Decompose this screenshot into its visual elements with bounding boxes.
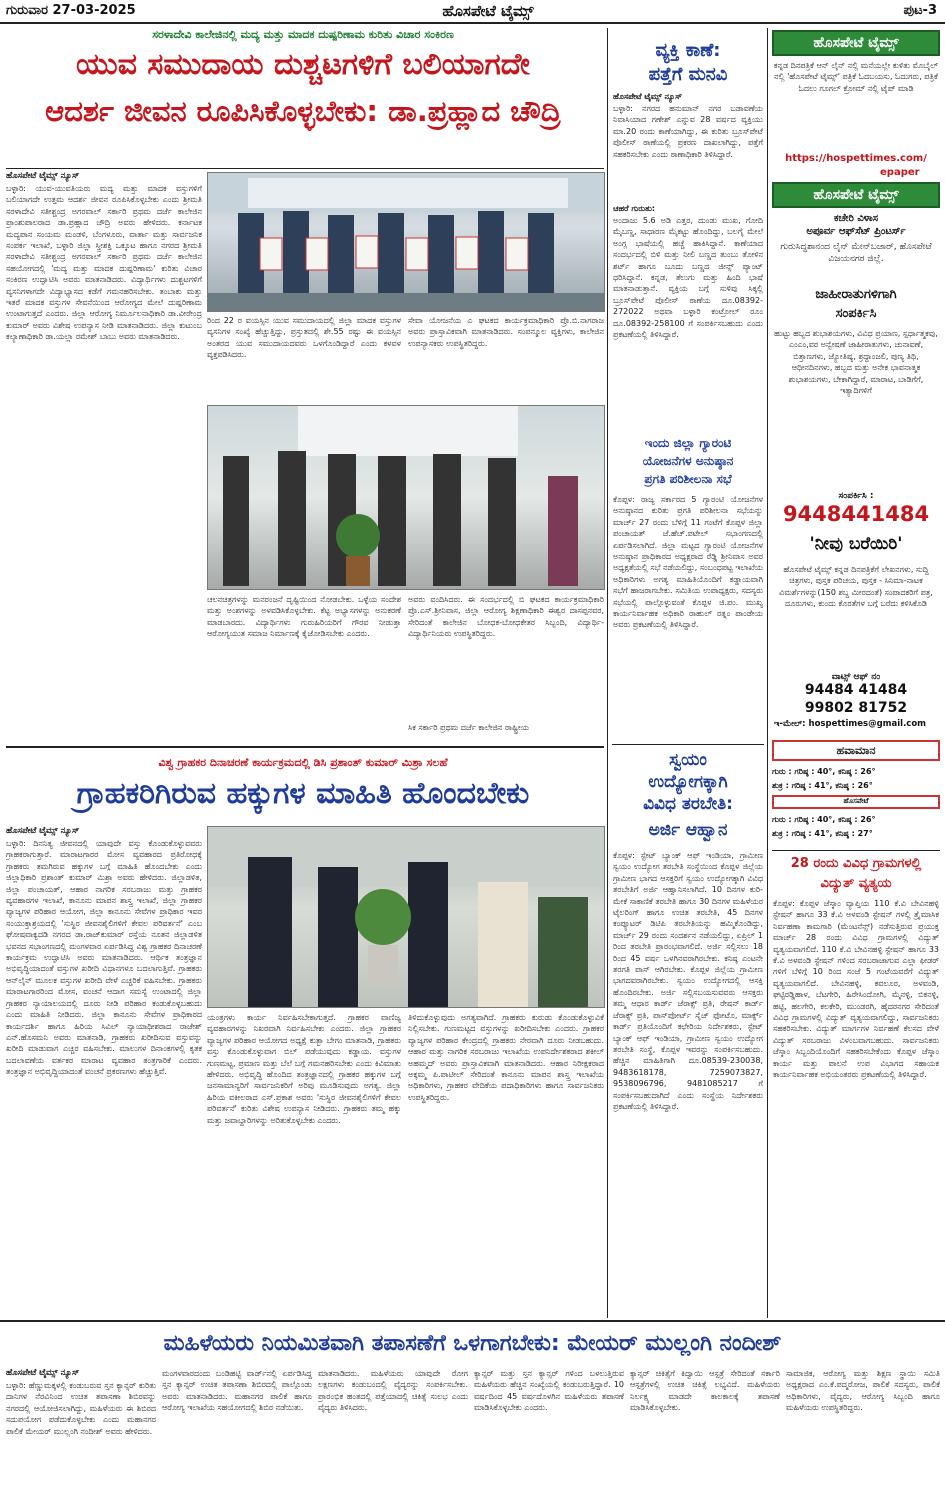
weather-row-3: ಗುರು : ಗರಿಷ್ಠ : 40°, ಕನಿಷ್ಠ : 26° (772, 815, 876, 824)
guarantee-headline-3: ಪ್ರಗತಿ ಪರಿಶೀಲನಾ ಸಭೆ (644, 472, 732, 486)
power-body: ಕೊಪ್ಪಳ: ಕೊಪ್ಪಳ ಜೆಸ್ಕಾಂ ವ್ಯಾಪ್ತಿಯ 110 ಕೆ.ವಿ ಬೇವಿನಹಳ್ಳಿ ಸ್ಟೇಷನ್ ಹಾಗೂ 33 ಕೆ.ವಿ ಅಳವಂಡಿ ಸ್ಟೇಷನ್ ಗಳಲ್ಲಿ ತ್ರೈಮಾಸಿಕ ನಿರ್ವಹಣಾ ಕಾಮಗಾರಿ (ಮೆಂಟನೆನ್ಸ್) ನಡೆಸುತ್ತಿರುವ ಪ್ರಯುಕ್ತ ಮಾರ್ಚ್ 28 ರಂದು ವಿವಿಧ ಗ್ರಾಮಗಳಲ್ಲಿ ವಿದ್ಯುತ್ ವ್ಯತ್ಯಯವಾಗಲಿದೆ. 110 ಕೆ.ವಿ ಬೇವಿನಹಳ್ಳಿ ಸ್ಟೇಷನ್ ಹಾಗೂ 33 ಕೆ.ವಿ ಅಳವಂಡಿ ಸ್ಟೇಷನ್ ಗಳಿಂದ ಸರಬರಾಜಾಗುವ ಎಲ್ಲಾ ಫೀಡರ್ ಗಳಿಗೆ ಬೆಳಿಗ್ಗೆ 10 ರಿಂದ ಸಂಜೆ 5 ಗಂಟೆಯವರೆಗೆ ವಿದ್ಯುತ್ ವ್ಯತ್ಯಯವಾಗಲಿದೆ. ಬೇವಿನಹಳ್ಳಿ, ಕವಲೂರ, ಅಳವಂಡಿ, ಘಟ್ಟಿರಡ್ಡಿಹಾಳ, ಬೆಟಗೇರಿ, ಹಿರೇಸಿಂದೋಗಿ, ಮೈನಳ್ಳಿ, ಬಿಕನಳ್ಳಿ, ಹಟ್ಟಿ, ಹಲಗೇರಿ, ಕಲಕೇರಿ, ಮುಂಡರಗಿ, ಹೈದರನಗರ ಸೇರಿದಂತೆ ವಿವಿಧ ಗ್ರಾಮಗಳಲ್ಲಿ ವಿದ್ಯುತ್ ವ್ಯತ್ಯಯವಾಗಲಿದ್ದು, ಸಾರ್ವಜನಿಕರು ಸಹಕರಿಸಬೇಕು. ವಿದ್ಯುತ್ ಮಾರ್ಗಗಳ ನಿರ್ವಹಣೆ ಕೆಲಸದ ವೇಳೆ ವಿದ್ಯುತ್ ಸರಬರಾಜು ವಿಳಂಬವಾಗಬಹುದು. ಸಾರ್ವಜನಿಕರು ಜೆಸ್ಕಾಂ ಸಿಬ್ಬಂದಿಯೊಂದಿಗೆ ಸಹಕರಿಸಬೇಕೆಂದು ಕೊಪ್ಪಳ ಜೆಸ್ಕಾಂ ಕಾರ್ಯ ಮತ್ತು ಪಾಲನೆ ಉಪ ವಿಭಾಗದ ಸಹಾಯಕ ಕಾರ್ಯನಿರ್ವಾಹಕ ಅಭಿಯಂತರರು ಪ್ರಕಟಣೆಯಲ್ಲಿ ತಿಳಿಸಿದ್ದಾರೆ. (773, 899, 939, 1080)
missing-headline-2: ಪತ್ತೆಗೆ ಮನವಿ (648, 64, 728, 85)
story1-photo-2 (207, 405, 605, 590)
story1-headline-2: ಆದರ್ಶ ಜೀವನ ರೂಪಿಸಿಕೊಳ್ಳಬೇಕು: ಡಾ.ಪ್ರಹ್ಲಾದ ಚೌದ್ರಿ (45, 94, 561, 128)
masthead-page: ಪುಟ-3 (903, 3, 937, 18)
story2-byline: ಹೊಸಪೇಟೆ ಟೈಮ್ಸ್ ನ್ಯೂಸ್ (6, 826, 80, 836)
story3-rule (0, 1320, 945, 1322)
weather-sub: ಹೊಸಪೇಟೆ (772, 795, 940, 809)
sidebar-promo: ಕನ್ನಡ ದಿನಪತ್ರಿಕೆ ಆನ್ ಲೈನ್ ನಲ್ಲಿ ಮನೆಯಲ್ಲೇ ಕುಳಿತು ಮೊಬೈಲ್ ನಲ್ಲಿ 'ಹೊಸಪೇಟೆ ಟೈಮ್ಸ್' ಪತ್ರಿಕೆ ಓದಬಯಸು, ಓದುಗರು, ಪತ್ರಿಕೆ ಓದಲು ಗೂಗಲ್ ಕ್ರೋಮ್ ನಲ್ಲಿ ಟೈಪ್ ಮಾಡಿ (773, 61, 939, 93)
story1-kicker: ಸರಳಾದೇವಿ ಕಾಲೇಜಿನಲ್ಲಿ ಮದ್ಯ ಮತ್ತು ಮಾದಕ ದುಷ್ಪರಿಣಾಮ ಕುರಿತು ವಿಚಾರ ಸಂಕಿರಣ (152, 28, 454, 41)
power-headline-1: 28 ರಂದು ವಿವಿಧ ಗ್ರಾಮಗಳಲ್ಲಿ (790, 856, 922, 871)
training-headline-4: ಅರ್ಜಿ ಆಹ್ವಾನ (648, 820, 728, 840)
training-body: ಕೊಪ್ಪಳ: ಸ್ಟೇಟ್ ಬ್ಯಾಂಕ್ ಆಫ್ ಇಂಡಿಯಾ, ಗ್ರಾಮೀಣ ಸ್ವಯಂ ಉದ್ಯೋಗ ತರಬೇತಿ ಸಂಸ್ಥೆಯಿಂದ ಕೊಪ್ಪಳ ಜಿಲ್ಲೆಯ ಗ್ರಾಮೀಣ ಭಾಗದ ಆಸಕ್ತರಿಗೆ ಸ್ವಯಂ ಉದ್ಯೋಗಕ್ಕಾಗಿ ವಿವಿಧ ತರಬೇತಿಗೆ ಅರ್ಜಿ ಆಹ್ವಾನಿಸಲಾಗಿದೆ. 10 ದಿನಗಳ ಕುರಿ-ಮೇಕೆ ಸಾಕಾಣಿಕೆ ತರಬೇತಿ ಹಾಗೂ 30 ದಿನಗಳ ಮಹಿಳೆಯರ ಟೈಲರಿಂಗ್ ಹಾಗೂ ಉಚಿತ ತರಬೇತಿ, 45 ದಿನಗಳ ಕಂಪ್ಯೂಟರ್ ಡಿಟಿಪಿ ತರಬೇತಿಯನ್ನು ಹಮ್ಮಿಕೊಂಡಿದ್ದು, ಮಾರ್ಚ್ 29 ರಂದು ಸಂದರ್ಶನ ನಡೆಯಲಿದ್ದು, ಏಪ್ರಿಲ್ 1 ರಿಂದ ತರಬೇತಿ ಪ್ರಾರಂಭವಾಗಲಿದೆ. ಅರ್ಜಿ ಸಲ್ಲಿಸಲು 18 ರಿಂದ 45 ವರ್ಷ ಒಳಗಿನವರಾಗಿರಬೇಕು. ಕನಿಷ್ಠ ಎಂಟನೇ ತರಗತಿ ಪಾಸ್ ಆಗಿರಬೇಕು. ಕೊಪ್ಪಳ ಜಿಲ್ಲೆಯ ಗ್ರಾಮೀಣ ಭಾಗದವರಾಗಿರಬೇಕು. ಸ್ವಯಂ ಉದ್ಯೋಗದಲ್ಲಿ ಆಸಕ್ತಿ ಹೊಂದಿರಬೇಕು. ಅರ್ಜಿ ಸಲ್ಲಿಸಬಯಸುವವರು ಆಸಕ್ತರು ತಮ್ಮ ಆಧಾರ ಕಾರ್ಡ್ ಜೆರಾಕ್ಸ್ ಪ್ರತಿ, ರೇಷನ್ ಕಾರ್ಡ್ ಜೆರಾಕ್ಸ್ ಪ್ರತಿ, ಪಾಸ್‌ಪೋರ್ಟ್ ಸೈಜ್ ಫೋಟೊ, ಮಾರ್ಕ್ಸ್ ಕಾರ್ಡ್ ಪ್ರತಿಯೊಂದಿಗೆ ಕಛೇರಿಯ ನಿರ್ದೇಶಕರು, ಸ್ಟೇಟ್ ಬ್ಯಾಂಕ್ ಆಫ್ ಇಂಡಿಯಾ, ಗ್ರಾಮೀಣ ಸ್ವಯಂ ಉದ್ಯೋಗ ತರಬೇತಿ ಸಂಸ್ಥೆ, ಕೊಪ್ಪಳ ಇವರನ್ನು ಸಂಪರ್ಕಿಸಬಹುದು. ಹೆಚ್ಚಿನ ಮಾಹಿತಿಗಾಗಿ ದೂ.08539-230038, 9483618178, 7259073827, 9538096796, 9481085217 ಗೆ ಸಂಪರ್ಕಿಸಬಹುದಾಗಿದೆ ಎಂದು ಸಂಸ್ಥೆಯ ನಿರ್ದೇಶಕರು ಪ್ರಕಟಣೆಯಲ್ಲಿ ತಿಳಿಸಿದ್ದಾರೆ. (613, 851, 763, 1111)
story2-headline: ಗ್ರಾಹಕರಿಗಿರುವ ಹಕ್ಕುಗಳ ಮಾಹಿತಿ ಹೊಂದಬೇಕು (76, 776, 530, 811)
sidebar-ad-heading-1: ಜಾಹೀರಾತುಗಳಿಗಾಗಿ (815, 287, 897, 302)
story1-headline-1: ಯುವ ಸಮುದಾಯ ದುಶ್ಚಟಗಳಿಗೆ ಬಲಿಯಾಗದೇ (76, 47, 530, 82)
story2-kicker: ವಿಶ್ವ ಗ್ರಾಹಕರ ದಿನಾಚರಣೆ ಕಾರ್ಯಕ್ರಮದಲ್ಲಿ ಡಿಸಿ ಪ್ರಶಾಂತ್ ಕುಮಾರ್ ಮಿಶ್ರಾ ಸಲಹೆ (158, 756, 448, 769)
sidebar-whatsapp: ವಾಟ್ಸ್ ಆಫ್ ನಂ (831, 672, 881, 682)
sidebar-phone-3: 99802 81752 (804, 700, 908, 716)
story1-photo-1 (207, 172, 605, 312)
story1-col2b: ಚಲನಚಿತ್ರಗಳನ್ನು ಮನರಂಜನೆ ದೃಷ್ಟಿಯಿಂದ ನೋಡಬೇಕು. ಒಳ್ಳೆಯ ಸಂದೇಶ ಮತ್ತು ಅಂಶಗಳನ್ನು ಅಳವಡಿಸಿಕೊಳ್ಳಬೇಕು. ಕೆಟ್ಟ ಅಭ್ಯಾಸಗಳನ್ನು ಅನುಕರಣೆ ಮಾಡಬಾರದು. ವಿದ್ಯಾರ್ಥಿಗಳು ಗುರುಹಿರಿಯರಿಗೆ ಗೌರವ ನೀಡುತ್ತಾ ಆರೋಗ್ಯಯುತ ಸಮಾಜ ನಿರ್ಮಾಣಕ್ಕೆ ಕೈಜೋಡಿಸಬೇಕು ಎಂದರು. (207, 595, 401, 639)
masthead (0, 0, 945, 22)
sidebar-url-2: epaper (880, 167, 920, 178)
consumer-day-graphic (208, 827, 605, 1008)
guarantee-headline-2: ಯೋಜನೆಗಳ ಅನುಷ್ಠಾನ (642, 454, 734, 468)
sidebar-logo-2 (772, 182, 940, 208)
story3-headline: ಮಹಿಳೆಯರು ನಿಯಮಿತವಾಗಿ ತಪಾಸಣೆಗೆ ಒಳಗಾಗಬೇಕು: ಮೇಯರ್ ಮುಲ್ಲಂಗಿ ನಂದೀಶ್ (163, 1331, 782, 1356)
sidebar-printer: ಅಪೂರ್ವ ಆಫ್‌ಸೆಟ್ ಪ್ರಿಂಟರ್ಸ್ (806, 226, 906, 237)
event-photo-graphic (208, 173, 605, 312)
story3-col2: ಮಂಗಳವಾರದಂದು ಬಂಡಿಹಟ್ಟಿ ವಾರ್ಡ್‌ನಲ್ಲಿ ಏರ್ಪಡಿಸಿದ್ದ ಸ್ತನ ಕ್ಯಾನ್ಸರ್ ಉಚಿತ ತಪಾಸಣಾ ಶಿಬಿರದಲ್ಲಿ ಪಾಲ್ಗೊಂಡು ಅವರು ಮಾತನಾಡಿದರು. ಮಹಾನಗರ ಪಾಲಿಕೆ ಹಾಗೂ ಆರೋಗ್ಯ ಇಲಾಖೆಯ ಸಹಯೋಗದಲ್ಲಿ ಶಿಬಿರ ನಡೆಯಿತು. (162, 1369, 312, 1413)
story1-col1: ಬಳ್ಳಾರಿ: ಯುವ-ಯುವತಿಯರು ಮದ್ಯ ಮತ್ತು ಮಾದಕ ವಸ್ತುಗಳಿಗೆ ಬಲಿಯಾಗದೇ ಉತ್ತಮ ಆದರ್ಶ ಜೀವನ ರೂಪಿಸಿಕೊಳ್ಳಬೇಕು ಎಂದು ಶ್ರೀಮತಿ ಸರಳಾದೇವಿ ಸತೀಶ್ಚಂದ್ರ ಅಗರವಾಲ್ ಸರ್ಕಾರಿ ಪ್ರಥಮ ದರ್ಜೆ ಕಾಲೇಜಿನ ಪ್ರಾಂಶುಪಾಲರಾದ ಡಾ.ಪ್ರಹ್ಲಾದ ಚೌದ್ರಿ ಅವರು ಹೇಳಿದರು. ಕರ್ನಾಟಕ ಮದ್ಯಪಾನ ಸಂಯಮ ಮಂಡಳಿ, ಬೆಂಗಳೂರು, ವಾರ್ತಾ ಮತ್ತು ಸಾರ್ವಜನಿಕ ಸಂಪರ್ಕ ಇಲಾಖೆ, ಬಳ್ಳಾರಿ ಜಿಲ್ಲಾ ಸ್ತ್ರೀಶಕ್ತಿ ಒಕ್ಕೂಟ ಹಾಗೂ ನಗರದ ಶ್ರೀಮತಿ ಸರಳಾದೇವಿ ಸತೀಶ್ಚಂದ್ರ ಅಗರವಾಲ್ ಸರ್ಕಾರಿ ಪ್ರಥಮ ದರ್ಜೆ ಕಾಲೇಜಿನ ಸಹಯೋಗದಲ್ಲಿ 'ಮದ್ಯ ಮತ್ತು ಮಾದಕ ದುಷ್ಪರಿಣಾಮ' ಕುರಿತು ವಿಚಾರ ಸಂಕಿರಣ ಉದ್ಘಾಟಿಸಿ ಅವರು ಮಾತನಾಡಿದರು. ವಿದ್ಯಾರ್ಥಿಗಳು ದುಶ್ಚಟಗಳಿಗೆ ವ್ಯಸನಿಗಳಾಗದೇ ವಿದ್ಯಾಭ್ಯಾಸದ ಕಡೆಗೆ ಗಮನಹರಿಸಬೇಕು. ತಂಬಾಕು ಮತ್ತು ಇತರೆ ಮಾದಕ ವಸ್ತುಗಳ ಸೇವನೆಯಿಂದ ಆರೋಗ್ಯದ ಮೇಲೆ ದುಷ್ಪರಿಣಾಮ ಉಂಟಾಗುತ್ತದೆ ಎಂದರು. ಜಿಲ್ಲಾ ಆರೋಗ್ಯ ನಿರ್ಮೂಲನಾಧಿಕಾರಿ ಡಾ.ವೀರೇಂದ್ರ ಕುಮಾರ್ ಅವರು ವಿಶೇಷ ಉಪನ್ಯಾಸ ನೀಡಿ ಮಾತನಾಡಿದರು. ಜಿಲ್ಲಾ ಕುಟುಂಬ ಕಲ್ಯಾಣಾಧಿಕಾರಿ ಡಾ.ಯಲ್ಲಾ ರಮೇಶ್ ಬಾಬು ಅವರು ಮಾತನಾಡಿದರು. (6, 184, 202, 342)
training-headline-1: ಸ್ವಯಂ (669, 750, 707, 770)
story2-photo (207, 826, 605, 1008)
training-headline-3: ವಿವಿಧ ತರಬೇತಿ: (643, 794, 733, 814)
sidebar-logo-1-text: ಹೊಸಪೇಟೆ ಟೈಮ್ಸ್ (813, 35, 899, 51)
story1-col2: ರಿಂದ 22 ರ ವಯಸ್ಸಿನ ಯುವ ಸಮುದಾಯದಲ್ಲಿ ಜಿಲ್ಲಾ ಮಾದಕ ವಸ್ತುಗಳ ವ್ಯಸನಿಗಳ ಸಂಖ್ಯೆ ಹೆಚ್ಚುತ್ತಿದ್ದು, ಪ್ರಸ್ತುತದಲ್ಲಿ ಶೇ.55 ರಷ್ಟು ಈ ವಯಸ್ಸಿನ ಅಂತರದ ಯುವ ಸಮುದಾಯದವರು ಒಳಗೊಂಡಿದ್ದಾರೆ ಎಂದು ಕಳವಳ ವ್ಯಕ್ತಪಡಿಸಿದರು. (207, 316, 401, 360)
weather-row-4: ಶುಕ್ರ : ಗರಿಷ್ಠ : 41°, ಕನಿಷ್ಠ : 27° (772, 829, 873, 838)
masthead-name: ಹೊಸಪೇಟೆ ಟೈಮ್ಸ್ (442, 2, 534, 20)
sidebar-banner: 'ನೀವು ಬರೆಯಿರಿ' (809, 534, 903, 554)
story3-col1: ಬಳ್ಳಾರಿ: ಹೆಣ್ಣುಮಕ್ಕಳಲ್ಲಿ ಕಂಡುಬರುವ ಸ್ತನ ಕ್ಯಾನ್ಸರ್ ಕುರಿತು ದಾನಿಗಳ ನೆರವಿನಿಂದ ಉಚಿತ ತಪಾಸಣಾ ಶಿಬಿರವನ್ನು ನಗರದಲ್ಲಿ ಆಯೋಜಿಸಲಾಗಿದ್ದು, ಮಹಿಳೆಯರು ಈ ಶಿಬಿರದ ಸದುಪಯೋಗ ಪಡೆದುಕೊಳ್ಳಬೇಕು ಎಂದು ಮಹಾನಗರ ಪಾಲಿಕೆ ಮೇಯರ್ ಮುಲ್ಲಂಗಿ ನಂದೀಶ್ ಅವರು ಹೇಳಿದರು. (6, 1381, 156, 1436)
story1-col3: ಸೇವಾ ಯೋಜನೆಯ ಎ ಘಟಕದ ಕಾರ್ಯಕ್ರಮಾಧಿಕಾರಿ ಪ್ರೊ.ಬಿ.ನಾಗರಾಜ ಅವರು ಪ್ರಾಸ್ತಾವಿಕವಾಗಿ ಮಾತನಾಡಿದರು. ಸಂಪನ್ಮೂಲ ವ್ಯಕ್ತಿಗಳು, ಕಾಲೇಜಿನ ಉಪನ್ಯಾಸಕರು ಉಪಸ್ಥಿತರಿದ್ದರು. (408, 316, 604, 348)
sidebar-ad-list: ಹುಟ್ಟು ಹಬ್ಬದ ಶುಭಾಶಯಗಳು, ವಿವಿಧ ಪ್ರಯಾಣ, ಸ್ಪರ್ಧಾತ್ಮಕವು, ಎಂಎಂ,ವರ ಅನ್ವೇಷಣೆ ಜಾಹೀರಾತುಗಳು, ಚುನಾವಣೆ, ಬಿತ್ತಾಣಗಳು, ಜ್ಯೋತಿಷ್ಯ, ಶ್ರದ್ಧಾಂಜಲಿ, ಪುಣ್ಯ ತಿಥಿ, ಆಧೀನದಿನಗಳು, ಹಬ್ಬದ ಮತ್ತು ಅನೇಕ ಭಾವನಾತ್ಮಕ ಶುಭಾಶಯಗಳು, ಬೇಕಾಗಿದ್ದಾರೆ, ಮಾರಾಟ, ಬಾಡಿಗೆಗೆ, ಇತ್ಯಾದಿಗಳಿಗೆ (774, 329, 938, 396)
column-rule-1 (607, 28, 608, 1318)
right-divider (612, 744, 764, 745)
weather-title: ಹವಾಮಾನ (772, 740, 940, 761)
missing-byline: ಹೊಸಪೇಟೆ ಟೈಮ್ಸ್ ನ್ಯೂಸ್ (613, 92, 682, 101)
story3-byline: ಹೊಸಪೇಟೆ ಟೈಮ್ಸ್ ನ್ಯೂಸ್ (6, 1368, 80, 1378)
story1-byline: ಹೊಸಪೇಟೆ ಟೈಮ್ಸ್ ನ್ಯೂಸ್ (6, 171, 80, 181)
missing-sub: ಚಹರೆ ಗುರುತು: (613, 204, 655, 213)
story3-col5: ಕ್ಯಾನ್ಸರ್ ಚಿಕಿತ್ಸೆಗೆ ಕಿದ್ವಾಯಿ ಆಸ್ಪತ್ರೆ ಸೇರಿದಂತೆ ಸರ್ಕಾರಿ ಆಸ್ಪತ್ರೆಗಳಲ್ಲಿ ಉಚಿತ ಚಿಕಿತ್ಸೆ ಲಭ್ಯವಿದೆ. ಮಹಿಳೆಯರು ನಿರ್ಲಕ್ಷ್ಯ ಮಾಡದೇ ಕಾಲಕಾಲಕ್ಕೆ ತಪಾಸಣೆ ಮಾಡಿಸಿಕೊಳ್ಳಬೇಕು. (630, 1369, 780, 1413)
power-headline-2: ವಿದ್ಯುತ್ ವ್ಯತ್ಯಯ (820, 876, 892, 891)
masthead-date: ಗುರುವಾರ 27-03-2025 (6, 3, 136, 18)
weather-row-1: ಗುರು : ಗರಿಷ್ಠ : 40°, ಕನಿಷ್ಠ : 26° (772, 767, 876, 776)
sidebar-phone: 9448441484 (782, 502, 930, 526)
story2-col3: ತಿಳಿದುಕೊಳ್ಳುವುದು ಅಗತ್ಯವಾಗಿದೆ. ಗ್ರಾಹಕರು ಕುರುಡು ಕೊಂಡುಕೊಳ್ಳುವಿಕೆ ನಿಲ್ಲಿಸಬೇಕು. ಗುಣಮಟ್ಟದ ವಸ್ತುಗಳನ್ನು ಖರೀದಿಸಬೇಕು ಎಂದರು. ಗ್ರಾಹಕರ ವ್ಯಾಜ್ಯಗಳ ಪರಿಹಾರ ಕೇಂದ್ರದಲ್ಲಿ ಗ್ರಾಹಕರು ನೇರವಾಗಿ ದೂರು ನೀಡಬಹುದು. ಆಹಾರ ಮತ್ತು ನಾಗರಿಕ ಸರಬರಾಜು ಇಲಾಖೆಯ ಉಪನಿರ್ದೇಶಕರಾದ ಶಕೀಲ್ ಅಹಮ್ಮದ್ ಅವರು ಪ್ರಾಸ್ತಾವಿಕವಾಗಿ ಮಾತನಾಡಿದರು. ಆಹಾರ ನಿರೀಕ್ಷಕರಾದ ಅಕ್ಕಮ್ಮ ಪಿ.ಪಾಟೀಲ್ ಸೇರಿದಂತೆ ಕಾನೂನು ಮಾಪನ ಶಾಸ್ತ್ರ ಇಲಾಖೆಯ ಅಧಿಕಾರಿಗಳು, ಗ್ರಾಹಕರ ವೇದಿಕೆಯ ಪದಾಧಿಕಾರಿಗಳು ಹಾಗೂ ಸಾರ್ವಜನಿಕರು ಉಪಸ್ಥಿತರಿದ್ದರು. (408, 1013, 604, 1102)
weather-row-2: ಶುಕ್ರ : ಗರಿಷ್ಠ : 41°, ಕನಿಷ್ಠ : 26° (772, 781, 873, 790)
sidebar-phone-2: 94484 41484 (804, 682, 908, 698)
sidebar-logo-2-text: ಹೊಸಪೇಟೆ ಟೈಮ್ಸ್ (813, 187, 899, 203)
plant-ceremony-graphic (208, 406, 605, 590)
missing-body: ಬಳ್ಳಾರಿ: ನಗರದ ಹನುಮಾನ್ ನಗರ ಬಡಾವಣೆಯ ನಿವಾಸಿಯಾದ ಗಣೇಶ್ ಎನ್ನುವ 28 ವರ್ಷದ ವ್ಯಕ್ತಿಯು ಮಾ.20 ರಂದು ಕಾಣೆಯಾಗಿದ್ದು, ಈ ಕುರಿತು ಬ್ರೂಸ್‌ಪೇಟೆ ಪೊಲೀಸ್ ಠಾಣೆಯಲ್ಲಿ ಪ್ರಕರಣ ದಾಖಲಾಗಿದ್ದು, ಪತ್ತೆಗೆ ಸಹಕರಿಸಬೇಕು ಎಂದು ಠಾಣಾಧಿಕಾರಿ ತಿಳಿಸಿದ್ದಾರೆ. (613, 104, 763, 159)
sidebar-divider (772, 850, 940, 851)
guarantee-body: ಕೊಪ್ಪಳ: ರಾಜ್ಯ ಸರ್ಕಾರದ 5 ಗ್ಯಾರಂಟಿ ಯೋಜನೆಗಳ ಅನುಷ್ಠಾನದ ಕುರಿತು ಪ್ರಗತಿ ಪರಿಶೀಲನಾ ಸಭೆಯನ್ನು ಮಾರ್ಚ್ 27 ರಂದು ಬೆಳಿಗ್ಗೆ 11 ಗಂಟೆಗೆ ಕೊಪ್ಪಳ ಜಿಲ್ಲಾ ಪಂಚಾಯತ್ ಜೆ.ಹೆಚ್.ಪಟೇಲ್ ಸಭಾಂಗಣದಲ್ಲಿ ಏರ್ಪಡಿಸಲಾಗಿದೆ. ಜಿಲ್ಲಾ ಮಟ್ಟದ ಗ್ಯಾರಂಟಿ ಯೋಜನೆಗಳ ಅನುಷ್ಠಾನ ಪ್ರಾಧಿಕಾರದ ಅಧ್ಯಕ್ಷರಾದ ರೆಡ್ಡಿ ಶ್ರೀನಿವಾಸ ಅವರ ಅಧ್ಯಕ್ಷತೆಯಲ್ಲಿ ಸಭೆ ನಡೆಯಲಿದ್ದು, ಸಂಬಂಧಪಟ್ಟ ಇಲಾಖೆಯ ಅಧಿಕಾರಿಗಳು ಅಗತ್ಯ ಮಾಹಿತಿಯೊಂದಿಗೆ ಕಡ್ಡಾಯವಾಗಿ ಸಭೆಗೆ ಹಾಜರಾಗಬೇಕು. ಸಮಿತಿಯ ಉಪಾಧ್ಯಕ್ಷರು, ಸದಸ್ಯರು ಸಭೆಯಲ್ಲಿ ಪಾಲ್ಗೊಳ್ಳುವಂತೆ ಕೊಪ್ಪಳ ಜಿ.ಪಂ. ಮುಖ್ಯ ಕಾರ್ಯನಿರ್ವಾಹಕ ಅಧಿಕಾರಿ ರಾಹುಲ್ ರತ್ನಂ ಪಾಂಡೇಯ ಅವರು ಪ್ರಕಟಣೆಯಲ್ಲಿ ತಿಳಿಸಿದ್ದಾರೆ. (613, 495, 763, 630)
missing-headline-1: ವ್ಯಕ್ತಿ ಕಾಣೆ: (655, 40, 721, 61)
sidebar-email: ಇ-ಮೇಲ್: hospettimes@gmail.com (774, 719, 927, 729)
column-rule-2 (767, 28, 768, 1318)
sidebar-address: ಗುರುಸಿದ್ಧಶಾನಂದ ಲೈನ್ ಮೇನ್‌ಬಜಾರ್, ಹೊಸಪೇಟೆ ವಿಜಯನಗರ ಜಿಲ್ಲೆ. (780, 242, 932, 264)
story2-col2: ಯಂತ್ರಗಳು ಕಾರ್ಯ ನಿರ್ವಹಿಸಬೇಕಾಗುತ್ತದೆ. ಗ್ರಾಹಕರ ವಾಣಿಜ್ಯ ವ್ಯವಹಾರಗಳನ್ನು ನಿಖರವಾಗಿ ನಿರ್ವಹಿಸಬೇಕು ಎಂದರು. ಜಿಲ್ಲಾ ಗ್ರಾಹಕರ ವ್ಯಾಜ್ಯಗಳ ಪರಿಹಾರ ಆಯೋಗದ ಅಧ್ಯಕ್ಷೆ ಕುತ್ಬಾ ಬೇಗಂ ಮಾತನಾಡಿ, ಗ್ರಾಹಕರು ವಸ್ತು ಕೊಂಡುಕೊಳ್ಳುವಾಗ ಬಿಲ್ ಪಡೆಯುವುದು ಕಡ್ಡಾಯ. ವಸ್ತುಗಳ ಗುಣಮಟ್ಟ, ಪ್ರಮಾಣ ಮತ್ತು ಬೆಲೆ ಬಗ್ಗೆ ಗಮನಹರಿಸಬೇಕು ಎಂದು ಕಿವಿಮಾತು ಹೇಳಿದರು. ಅಭಿವೃದ್ಧಿ ಹೊಂದಿದ ತಂತ್ರಜ್ಞಾನದಲ್ಲಿ ಗ್ರಾಹಕರ ಹಕ್ಕುಗಳ ಬಗ್ಗೆ ಜನಸಾಮಾನ್ಯರಿಗೆ ಸಾರ್ವಜನಿಕರಿಗೆ ಅರಿವು ಮೂಡಿಸುವುದು ಅಗತ್ಯ. ಜಿಲ್ಲಾ ಹಿರಿಯ ವಕೀಲರಾದ ಎಸ್.ಪ್ರಕಾಶ ಅವರು 'ಸುಸ್ಥಿರ ಜೀವನಶೈಲಿಗಳಿಗೆ ಕೇವಲ ಪರಿವರ್ತನೆ' ಕುರಿತು ವಿಶೇಷ ಉಪನ್ಯಾಸ ನೀಡಿದರು. ಗ್ರಾಹಕರು ತಮ್ಮ ಹಕ್ಕು ಮತ್ತು ಜವಾಬ್ದಾರಿಗಳನ್ನು ಅರಿತುಕೊಳ್ಳಬೇಕು ಎಂದರು. (207, 1013, 401, 1125)
masthead-rule (0, 22, 945, 24)
story1-col3b: ಅವರು ವಂದಿಸಿದರು. ಈ ಸಂದರ್ಭದಲ್ಲಿ ಬಿ ಘಟಕದ ಕಾರ್ಯಕ್ರಮಾಧಿಕಾರಿ ಪ್ರೊ.ಎಸ್.ಶ್ರೀನಿವಾಸ, ಜಿಲ್ಲಾ ಆರೋಗ್ಯ ಶಿಕ್ಷಣಾಧಿಕಾರಿ ಈಶ್ವರ ದಾಸಪ್ಪನವರ, ಸೇರಿದಂತೆ ಕಾಲೇಜಿನ ಬೋಧಕ-ಬೋಧಕೇತರ ಸಿಬ್ಬಂದಿ, ವಿದ್ಯಾರ್ಥಿ-ವಿದ್ಯಾರ್ಥಿನಿಯರು ಉಪಸ್ಥಿತರಿದ್ದರು. (408, 595, 604, 639)
story3-col4: ಕ್ಯಾನ್ಸರ್ ಮತ್ತು ಸ್ತನ ಕ್ಯಾನ್ಸರ್ ಗಳಿಂದ ಬಳಲುತ್ತಿರುವ ಮಹಿಳೆಯರು ಹೆಚ್ಚಿನ ಸಂಖ್ಯೆಯಲ್ಲಿ ಕಂಡುಬರುತ್ತಿದ್ದಾರೆ. 10 ವರ್ಷದಿಂದ 45 ವರ್ಷದೊಳಗಿನ ಮಹಿಳೆಯರು ತಪಾಸಣೆ ಮಾಡಿಸಿಕೊಳ್ಳಬೇಕು ಎಂದರು. (474, 1369, 624, 1413)
story1-col2-tail: ಸಿಕ ಸರ್ಕಾರಿ ಪ್ರಥಮ ದರ್ಜೆ ಕಾಲೇಜಿನ ರಾಷ್ಟ್ರೀಯ (408, 723, 530, 732)
training-headline-2: ಉದ್ಯೋಗಕ್ಕಾಗಿ (648, 772, 728, 792)
story2-col1: ಬಳ್ಳಾರಿ: ದಿನನಿತ್ಯ ಜೀವನದಲ್ಲಿ ಯಾವುದೇ ವಸ್ತು ಕೊಂಡುಕೊಳ್ಳುವವರು ಗ್ರಾಹಕರಾಗುತ್ತಾರೆ. ಮಾರಾಟಗಾರರ ಮೋಸ ವ್ಯವಹಾರದ ಪ್ರತಿರೋಧಕ್ಕೆ ಗ್ರಾಹಕರು ತಮಗಿರುವ ಹಕ್ಕುಗಳ ಬಗ್ಗೆ ಮಾಹಿತಿ ಹೊಂದಬೇಕು ಎಂದು ಜಿಲ್ಲಾಧಿಕಾರಿ ಪ್ರಶಾಂತ್ ಕುಮಾರ್ ಮಿಶ್ರಾ ಅವರು ಹೇಳಿದರು. ಜಿಲ್ಲಾಡಳಿತ, ಜಿಲ್ಲಾ ಪಂಚಾಯತ್, ಆಹಾರ ನಾಗರಿಕ ಸರಬರಾಜು ಮತ್ತು ಗ್ರಾಹಕರ ವ್ಯವಹಾರಗಳ ಇಲಾಖೆ, ಕಾನೂನು ಮಾಪನ ಶಾಸ್ತ್ರ ಇಲಾಖೆ, ಜಿಲ್ಲಾ ಗ್ರಾಹಕರ ವ್ಯಾಜ್ಯಗಳ ಪರಿಹಾರ ಆಯೋಗ, ಜಿಲ್ಲಾ ಕಾನೂನು ಸೇವೆಗಳ ಪ್ರಾಧಿಕಾರ ಇವರ ಸಂಯುಕ್ತಾಶ್ರಯದಲ್ಲಿ 'ಸುಸ್ಥಿರ ಜೀವನಶೈಲಿಗಳಿಗೆ ಕೇವಲ ಪರಿವರ್ತನೆ' ಎಂಬ ಘೋಷವಾಕ್ಯದಡಿ ನಗರದ ಡಾ.ರಾಜ್‌ಕುಮಾರ್ ರಸ್ತೆಯ ನೂತನ ಜಿಲ್ಲಾಡಳಿತ ಭವನದ ಸಭಾಂಗಣದಲ್ಲಿ ಮಂಗಳವಾರ ಏರ್ಪಡಿಸಿದ್ದ ವಿಶ್ವ ಗ್ರಾಹಕರ ದಿನಾಚರಣೆ ಕಾರ್ಯಕ್ರಮ ಉದ್ಘಾಟಿಸಿ ಅವರು ಮಾತನಾಡಿದರು. ಆರ್ಥಿಕ ತಂತ್ರಜ್ಞಾನ ಅಭಿವೃದ್ಧಿಯಾದಂತೆ ವಸ್ತುಗಳ ಖರೀದಿ ವಿಧಾನಗಳೂ ಬದಲಾಗುತ್ತಿವೆ. ಗ್ರಾಹಕರು ಆನ್‌ಲೈನ್ ಮೂಲಕ ವಸ್ತುಗಳ ಖರೀದಿ ವೇಳೆ ಎಚ್ಚರಿಕೆ ವಹಿಸಬೇಕು. ಗ್ರಾಹಕರು ಮಾರಾಟಗಾರರಿಂದ ಮೋಸ, ವಂಚನೆ ಆದಾಗ ಸಮಸ್ಯೆ ಉಂಟಾದಲ್ಲಿ ಜಿಲ್ಲಾ ಗ್ರಾಹಕರ ನ್ಯಾಯಾಲಯದಲ್ಲಿ ದೂರು ನೀಡಿ ಪರಿಹಾರ ಕಂಡುಕೊಳ್ಳಬಹುದು ಎಂದು ಮಾಹಿತಿ ನೀಡಿದರು. ಜಿಲ್ಲಾ ಕಾನೂನು ಸೇವೆಗಳ ಪ್ರಾಧಿಕಾರದ ಕಾರ್ಯದರ್ಶಿ ಹಾಗೂ ಹಿರಿಯ ಸಿವಿಲ್ ನ್ಯಾಯಾಧೀಶರಾದ ರಾಜೇಶ್ ಎನ್.ಹೊಸಮನಿ ಅವರು ಮಾತನಾಡಿ, ಗ್ರಾಹಕರು ಖರೀದಿಸುವ ವಸ್ತುವನ್ನು ಖರೀದಿ ಮಾಡುವಾಗ ಎಚ್ಚರ ವಹಿಸಬೇಕು. ಮಾಲುಗಳ ದಿನಾಂಕಗಳಲ್ಲಿ ಕೃತಕ ಬದಲಾವಣೆಯ ವರ್ತಕರ ಮಾರಾಟ ವ್ಯವಹಾರ ತಂತ್ರಗಾರಿಕೆ ಎಂದರು. ತಂತ್ರಜ್ಞಾನ ಅಭಿವೃದ್ಧಿಯಾದಂತೆ ವಂಚನೆ ಪ್ರಕರಣಗಳು ಹೆಚ್ಚುತ್ತಿವೆ. (6, 839, 202, 1077)
sidebar-logo-1 (772, 30, 940, 56)
sidebar-office: ಕಚೇರಿ ವಿಳಾಸ (833, 213, 879, 224)
sidebar-contact-label: ಸಂಪರ್ಕಿಸಿ : (838, 491, 874, 501)
story-divider (6, 746, 604, 748)
sidebar-ad-heading-2: ಸಂಪರ್ಕಿಸಿ (835, 306, 877, 321)
story1-rule (6, 168, 604, 169)
story3-col6: ಸಾಮಾಜಿಕ, ಆರೋಗ್ಯ ಮತ್ತು ಶಿಕ್ಷಣ ಸ್ಥಾಯಿ ಸಮಿತಿ ಅಧ್ಯಕ್ಷರಾದ ಎಂ.ಕೆ.ಪದ್ಮರೋಜ, ಪಾಲಿಕೆ ಸದಸ್ಯರು, ಪಾಲಿಕೆ ಅಧಿಕಾರಿಗಳು, ವೈದ್ಯರು, ಆರೋಗ್ಯ ಸಿಬ್ಬಂದಿ ಹಾಗೂ ಮಹಿಳೆಯರು ಉಪಸ್ಥಿತರಿದ್ದರು. (786, 1369, 940, 1413)
sidebar-url: https://hospettimes.com/ (785, 153, 927, 164)
guarantee-headline-1: ಇಂದು ಜಿಲ್ಲಾ ಗ್ಯಾರಂಟಿ (644, 436, 732, 450)
story3-col3: ಮಾತನಾಡಿದರು. ಮಹಿಳೆಯರು ಯಾವುದೇ ರೋಗ ಲಕ್ಷಣಗಳು ಕಂಡುಬಂದಲ್ಲಿ ವೈದ್ಯರನ್ನು ಸಂಪರ್ಕಿಸಬೇಕು. ಪ್ರಾರಂಭಿಕ ಹಂತದಲ್ಲಿ ಪತ್ತೆಯಾದಲ್ಲಿ ಚಿಕಿತ್ಸೆ ಸುಲಭ ಎಂದು ವೈದ್ಯರು ತಿಳಿಸಿದರು. (318, 1369, 468, 1413)
sidebar-invite: ಹೊಸಪೇಟೆ ಟೈಮ್ಸ್ ಕನ್ನಡ ದಿನಪತ್ರಿಕೆಗೆ ಲೇಖನಗಳು, ಸುದ್ದಿ ಚಿತ್ರಗಳು, ಪುಸ್ತಕ ಪರಿಚಯ, ಪುಸ್ತಕ - ಸಿನಿಮಾ-ನಾಟಕ ವಿಮರ್ಶೆಗಳನ್ನು(150 ಶಬ್ದ ಮೀರದಂತೆ) ಸಂಪಾದಕರಿಗೆ ಪತ್ರ, ದೂರುಗಳು, ಕುಂದು ಕೊರತೆಗಳ ಬಗ್ಗೆ ಬರೆದು ಕಳಿಸಿಕೊಡಿ (779, 565, 933, 609)
missing-body-2: ಅಂದಾಜು 5.6 ಅಡಿ ಎತ್ತರ, ದುಂಡು ಮುಖ, ಗೋದಿ ಮೈಬಣ್ಣ, ಸಾಧಾರಣ ಮೈಕಟ್ಟು ಹೊಂದಿದ್ದು, ಬಲಗೈ ಮೇಲೆ ಅಂಗ್ಲ ಭಾಷೆಯಲ್ಲಿ ಹಚ್ಚೆ ಹಾಕಿಸಿದ್ದಾನೆ. ಕಾಣೆಯಾದ ಸಂದರ್ಭದಲ್ಲಿ ಬಿಳಿ ಮತ್ತು ನೀಲಿ ಬಣ್ಣದ ತುಂಬು ತೋಳಿನ ಶರ್ಟ್ ಹಾಗೂ ಬೂದು ಬಣ್ಣದ ಜೀನ್ಸ್ ಪ್ಯಾಂಟ್ ಧರಿಸಿದ್ದಾನೆ. ಕನ್ನಡ, ತೆಲುಗು ಮತ್ತು ಹಿಂದಿ ಭಾಷೆ ಮಾತನಾಡುತ್ತಾನೆ. ವ್ಯಕ್ತಿಯ ಬಗ್ಗೆ ಸುಳಿವು ಸಿಕ್ಕಲ್ಲಿ ಬ್ರೂಸ್‌ಪೇಟೆ ಪೊಲೀಸ್ ಠಾಣೆಯ ದೂ.08392-272022 ಅಥವಾ ಬಳ್ಳಾರಿ ಕಂಟ್ರೋಲ್ ರೂಂ ದೂ.08392-258100 ಗೆ ಸಂಪರ್ಕಿಸಬಹುದು ಎಂದು ಪ್ರಕಟಣೆಯಲ್ಲಿ ತಿಳಿಸಿದ್ದಾರೆ. (613, 216, 763, 340)
weather-box (772, 740, 940, 844)
